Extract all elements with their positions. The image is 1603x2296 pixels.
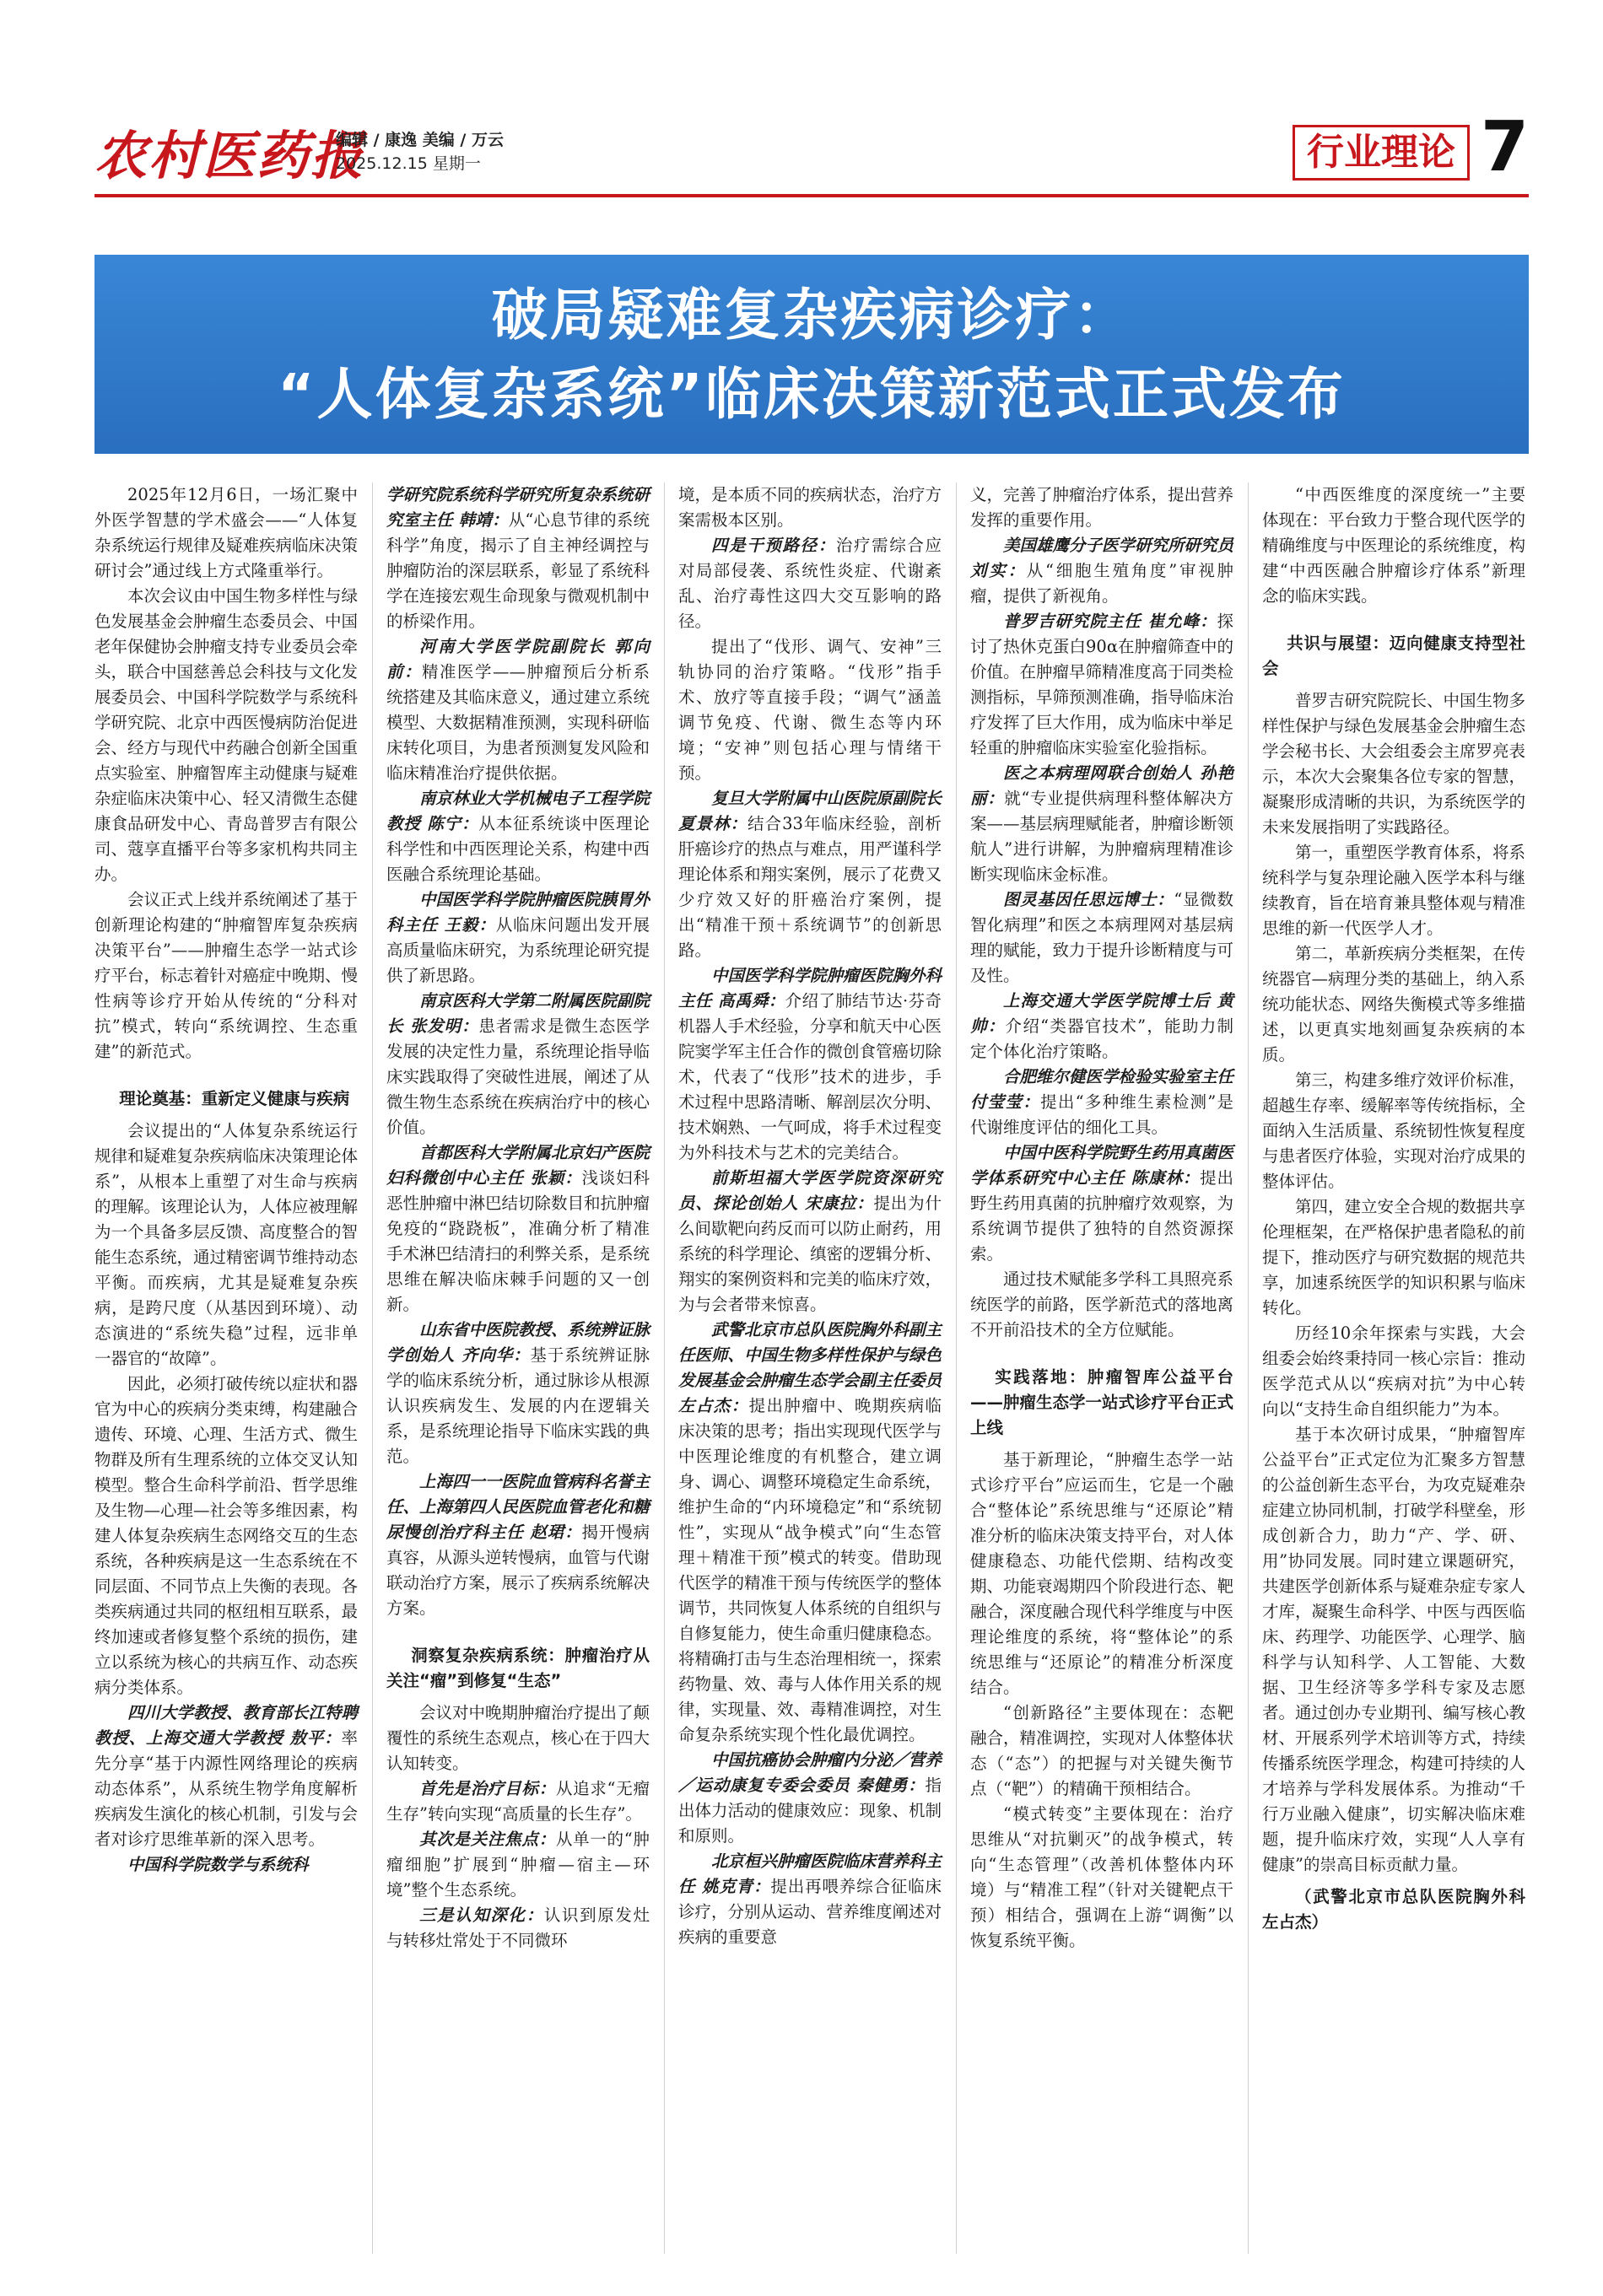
speaker-name: 四川大学教授、教育部长江特聘教授、上海交通大学教授 敖平：	[94, 1703, 359, 1748]
speaker-name: 河南大学医学院副院长 郭向前：	[386, 637, 650, 682]
speaker-text: 提出再喂养综合征临床诊疗，分别从运动、营养维度阐述对疾病的重要意	[678, 1877, 942, 1947]
speaker-name: 武警北京市总队医院胸外科副主任医师、中国生物多样性保护与绿色发展基金会肿瘤生态学会副主任委员 左占杰：	[678, 1320, 942, 1415]
paragraph: 2025年12月6日，一场汇聚中外医学智慧的学术盛会——“人体复杂系统运行规律及疑难疾病临床决策研讨会”通过线上方式隆重举行。	[94, 485, 359, 580]
paragraph: 基于新理论，“肿瘤生态学一站式诊疗平台”应运而生，它是一个融合“整体论”系统思维与“还原论”精准分析的临床决策支持平台，对人体健康稳态、功能代偿期、结构改变期、功能衰竭期四个阶段进行态、靶融合，深度融合现代科学维度与中医理论维度的系统，将“整体论”的系统思维与“还原论”的精准分析深度结合。	[970, 1450, 1234, 1697]
speaker-name: 图灵基因任思远博士：	[1003, 890, 1174, 909]
speaker-name: 中国科学院数学与系统科	[127, 1855, 309, 1874]
speaker-text: 精准医学——肿瘤预后分析系统搭建及其临床意义，通过建立系统模型、大数据精准预测，实现科研临床转化项目，为患者预测复发风险和临床精准治疗提供依据。	[386, 662, 650, 783]
issue-date: 2025.12.15 星期一	[336, 154, 481, 173]
speaker-name: 南京林业大学机械电子工程学院教授 陈宁：	[386, 789, 650, 833]
subheading: 洞察复杂疾病系统：肿瘤治疗从关注“瘤”到修复“生态”	[386, 1646, 650, 1690]
paragraph: 第一，重塑医学教育体系，将系统科学与复杂理论融入医学本科与继续教育，旨在培育兼具整体观与精准思维的新一代医学人才。	[1262, 843, 1526, 938]
speaker-text: 提出野生药用真菌的抗肿瘤疗效观察，为系统调节提供了独特的自然资源探索。	[970, 1168, 1234, 1264]
paragraph: “中西医维度的深度统一”主要体现在：平台致力于整合现代医学的精确维度与中医理论的系统维度，构建“中西医融合肿瘤诊疗体系”新理念的临床实践。	[1262, 485, 1526, 606]
headline-line-2: “人体复杂系统”临床决策新范式正式发布	[278, 362, 1346, 427]
speaker-name: 复旦大学附属中山医院原副院长 夏景林：	[678, 789, 942, 833]
speaker-text: 认识到原发灶与转移灶常处于不同微环	[386, 1905, 650, 1950]
paragraph: 通过技术赋能多学科工具照亮系统医学的前路，医学新范式的落地离不开前沿技术的全方位赋能。	[970, 1269, 1234, 1339]
speaker-name: 中国抗癌协会肿瘤内分泌／营养／运动康复专委会委员 秦健勇：	[678, 1750, 942, 1795]
speaker-paragraph	[386, 482, 650, 634]
paragraph: 第二，革新疾病分类框架，在传统器官—病理分类的基础上，纳入系统功能状态、网络失衡模式等多维描述，以更真实地刻画复杂疾病的本质。	[1262, 944, 1526, 1064]
speaker-paragraph	[970, 989, 1233, 1064]
speaker-name: 学研究院系统科学研究所复杂系统研究室主任 韩靖：	[386, 485, 650, 530]
paragraph: “模式转变”主要体现在：治疗思维从“对抗剿灭”的战争模式，转向“生态管理”（改善机体整体内环境）与“精准工程”（针对关键靶点干预）相结合，强调在上游“调衡”以恢复系统平衡。	[970, 1804, 1233, 1950]
speaker-text: 就“专业提供病理科整体解决方案——基层病理赋能者，肿瘤诊断领航人”进行讲解，为肿瘤病理精准诊断实现临床金标准。	[970, 789, 1234, 884]
article-body	[94, 482, 1542, 2254]
paragraph: 会议正式上线并系统阐述了基于创新理论构建的“肿瘤智库复杂疾病决策平台”——肿瘤生态学一站式诊疗平台，标志着针对癌症中晚期、慢性病等诊疗开始从传统的“分科对抗”模式，转向“系统调控、生态重建”的新范式。	[94, 890, 359, 1061]
speaker-paragraph	[970, 1140, 1233, 1267]
paragraph: 第三，构建多维疗效评价标准，超越生存率、缓解率等传统指标，全面纳入生活质量、系统韧性恢复程度与患者医疗体验，实现对治疗成果的整体评估。	[1262, 1070, 1526, 1191]
masthead	[94, 107, 1529, 187]
speaker-name: 山东省中医院教授、系统辨证脉学创始人 齐向华：	[386, 1320, 650, 1365]
paragraph: 本次会议由中国生物多样性与绿色发展基金会肿瘤生态委员会、中国老年保健协会肿瘤支持专业委员会牵头，联合中国慈善总会科技与文化发展委员会、中国科学院数学与系统科学研究院、北京中西医慢病防治促进会、经方与现代中药融合创新全国重点实验室、肿瘤智库主动健康与疑难杂症临床决策中心、轻又清微生态健康食品研发中心、青岛普罗吉有限公司、蔻享直播平台等多家机构共同主办。	[94, 586, 359, 884]
speaker-paragraph	[386, 1318, 650, 1469]
speaker-paragraph	[678, 1748, 942, 1849]
speaker-text: 提出肿瘤中、晚期疾病临床决策的思考；指出实现现代医学与中医理论维度的有机整合，建立调身、调心、调整环境稳定生命系统，维护生命的“内环境稳定”和“系统韧性”，实现从“战争模式”向“生态管理＋精准干预”模式的转变。借助现代医学的精准干预与传统医学的整体调节，共同恢复人体系统的自组织与自修复能力，使生命重归健康稳态。将精确打击与生态治理相统一，探索药物量、效、毒与人体作用关系的规律，实现量、效、毒精准调控，对生命复杂系统实现个性化最优调控。	[678, 1396, 942, 1744]
paragraph: 第四，建立安全合规的数据共享伦理框架，在严格保护患者隐私的前提下，推动医疗与研究数据的规范共享，加速系统医学的知识积累与临床转化。	[1262, 1197, 1526, 1318]
column-divider	[664, 482, 665, 2254]
speaker-name: 中国医学科学院肿瘤医院胸外科主任 高禹舜：	[678, 966, 942, 1011]
masthead-rule	[94, 194, 1529, 197]
speaker-paragraph	[386, 634, 650, 786]
speaker-name: 四是干预路径：	[711, 536, 836, 555]
speaker-text: 基于系统辨证脉学的临床系统分析，通过脉诊从根源认识疾病发生、发展的内在逻辑关系，是系统理论指导下临床实践的典范。	[386, 1345, 650, 1466]
speaker-paragraph	[386, 1827, 650, 1903]
speaker-paragraph	[970, 1064, 1233, 1140]
paragraph: 提出了“伐形、调气、安神”三轨协同的治疗策略。“伐形”指手术、放疗等直接手段；“调气”涵盖调节免疫、代谢、微生态等内环境；“安神”则包括心理与情绪干预。	[678, 637, 942, 783]
speaker-text: 从“心息节律的系统科学”角度，揭示了自主神经调控与肿瘤防治的深层联系，彰显了系统科学在连接宏观生命现象与微观机制中的桥梁作用。	[386, 510, 650, 631]
paragraph: 历经10余年探索与实践，大会组委会始终秉持同一核心宗旨：推动医学范式从以“疾病对抗”为中心转向以“支持生命自组织能力”为本。	[1262, 1323, 1526, 1419]
speaker-name: 上海交通大学医学院博士后 黄帅：	[970, 991, 1233, 1036]
speaker-text: 从临床问题出发开展高质量临床研究，为系统理论研究提供了新思路。	[386, 915, 650, 985]
speaker-paragraph	[678, 1318, 942, 1748]
speaker-paragraph	[970, 761, 1233, 887]
column-4	[970, 482, 1233, 2254]
speaker-name: 其次是关注焦点：	[419, 1830, 556, 1849]
speaker-text: 率先分享“基于内源性网络理论的疾病动态体系”，从系统生物学角度解析疾病发生演化的核心机制，引发与会者对诊疗思维革新的深入思考。	[94, 1728, 359, 1849]
speaker-text: 从单一的“肿瘤细胞”扩展到“肿瘤—宿主—环境”整个生态系统。	[386, 1830, 650, 1900]
speaker-name: 首都医科大学附属北京妇产医院妇科微创中心主任 张颖：	[386, 1143, 650, 1188]
speaker-text: 提出“多种维生素检测”是代谢维度评估的细化工具。	[970, 1092, 1233, 1137]
speaker-name: 普罗吉研究院主任 崔允峰：	[1003, 612, 1217, 631]
speaker-paragraph	[386, 989, 650, 1140]
paragraph: “创新路径”主要体现在：态靶融合，精准调控，实现对人体整体状态（“态”）的把握与对关键失衡节点（“靶”）的精确干预相结合。	[970, 1703, 1234, 1798]
speaker-name: 南京医科大学第二附属医院副院长 张发明：	[386, 991, 650, 1036]
speaker-name: 北京桓兴肿瘤医院临床营养科主任 姚克青：	[678, 1851, 942, 1896]
speaker-paragraph	[678, 963, 942, 1166]
speaker-name: 前斯坦福大学医学院资深研究员、探论创始人 宋康拉：	[678, 1168, 942, 1213]
speaker-text: 从本征系统谈中医理论科学性和中西医理论关系，构建中西医融合系统理论基础。	[386, 814, 650, 884]
column-2	[386, 482, 650, 2254]
subheading: 实践落地：肿瘤智库公益平台——肿瘤生态学一站式诊疗平台正式上线	[970, 1367, 1234, 1437]
speaker-paragraph	[678, 1849, 942, 1950]
speaker-name: 上海四一一医院血管病科名誉主任、上海第四人民医院血管老化和糖尿慢创治疗科主任 赵珺：	[386, 1472, 650, 1542]
speaker-text: 从追求“无瘤生存”转向实现“高质量的长生存”。	[386, 1779, 650, 1824]
speaker-text: 浅谈妇科恶性肿瘤中淋巴结切除数目和抗肿瘤免疫的“跷跷板”，准确分析了精准手术淋巴结清扫的利弊关系，是系统思维在解决临床棘手问题的又一创新。	[386, 1168, 650, 1314]
column-3	[678, 482, 942, 2254]
speaker-paragraph	[678, 786, 942, 963]
headline-line-1: 破局疑难复杂疾病诊疗：	[491, 283, 1132, 348]
speaker-text: 从“细胞生殖角度”审视肿瘤，提供了新视角。	[970, 561, 1233, 606]
speaker-paragraph	[94, 1700, 358, 1852]
speaker-paragraph	[970, 609, 1233, 761]
speaker-paragraph	[386, 1140, 650, 1318]
speaker-name: 中国医学科学院肿瘤医院胰胃外科主任 王毅：	[386, 890, 650, 935]
speaker-paragraph	[386, 1903, 650, 1954]
paragraph: 会议提出的“人体复杂系统运行规律和疑难复杂疾病临床决策理论体系”，从根本上重塑了对生命与疾病的理解。该理论认为，人体应被理解为一个具备多层反馈、高度整合的智能生态系统，通过精密调节维持动态平衡。而疾病，尤其是疑难复杂疾病，是跨尺度（从基因到环境）、动态演进的“系统失稳”过程，远非单一器官的“故障”。	[94, 1121, 359, 1368]
paragraph: 因此，必须打破传统以症状和器官为中心的疾病分类束缚，构建融合遗传、环境、心理、生活方式、微生物群及所有生理系统的立体交叉认知模型。整合生命科学前沿、哲学思维及生物—心理—社会等多维因素，构建人体复杂疾病生态网络交互的生态系统，各种疾病是这一生态系统在不同层面、不同节点上失衡的表现。各类疾病通过共同的枢纽相互联系，最终加速或者修复整个系统的损伤，建立以系统为核心的共病互作、动态疾病分类体系。	[94, 1374, 359, 1697]
page-number: 7	[1480, 107, 1529, 187]
subheading: 理论奠基：重新定义健康与疾病	[119, 1089, 350, 1108]
issue-meta	[336, 128, 504, 175]
speaker-name: 医之本病理网联合创始人 孙艳丽：	[970, 763, 1233, 808]
column-divider	[956, 482, 957, 2254]
speaker-paragraph	[386, 786, 650, 887]
newspaper-logo: 农村医药报	[94, 125, 365, 186]
speaker-paragraph	[970, 887, 1233, 989]
speaker-text: 指出体力活动的健康效应：现象、机制和原则。	[678, 1776, 942, 1846]
author-byline: （武警北京市总队医院胸外科 左占杰）	[1262, 1887, 1542, 1932]
speaker-text: 治疗需综合应对局部侵袭、系统性炎症、代谢紊乱、治疗毒性这四大交互影响的路径。	[678, 536, 942, 631]
headline-banner	[94, 255, 1529, 454]
paragraph: 义，完善了肿瘤治疗体系，提出营养发挥的重要作用。	[970, 485, 1234, 530]
speaker-name: 首先是治疗目标：	[419, 1779, 556, 1798]
paragraph: 会议对中晚期肿瘤治疗提出了颠覆性的系统生态观点，核心在于四大认知转变。	[386, 1703, 650, 1773]
speaker-text: 介绍了肺结节达·芬奇机器人手术经验，分享和航天中心医院窦学军主任合作的微创食管癌切除术，代表了“伐形”技术的进步，手术过程中思路清晰、解剖层次分明、技术娴熟、一气呵成，将手术过程变为外科技术与艺术的完美结合。	[678, 991, 942, 1162]
speaker-text: 患者需求是微生态医学发展的决定性力量，系统理论指导临床实践取得了突破性进展，阐述了从微生物生态系统在疾病治疗中的核心价值。	[386, 1016, 650, 1137]
speaker-paragraph	[678, 533, 942, 634]
speaker-text: 揭开慢病真容，从源头逆转慢病，血管与代谢联动治疗方案，展示了疾病系统解决方案。	[386, 1523, 650, 1618]
speaker-name: 合肥维尔健医学检验实验室主任 付莹莹：	[970, 1067, 1234, 1112]
speaker-text: 提出为什么间歇靶向药反而可以防止耐药，用系统的科学理论、缜密的逻辑分析、翔实的案例资料和完美的临床疗效，为与会者带来惊喜。	[678, 1194, 942, 1314]
subheading: 共识与展望：迈向健康支持型社会	[1262, 633, 1525, 678]
speaker-text: “显微数智化病理”和医之本病理网对基层病理的赋能，致力于提升诊断精度与可及性。	[970, 890, 1234, 985]
editors-line: 编辑 / 康逸 美编 / 万云	[336, 131, 504, 149]
section-label: 行业理论	[1293, 125, 1470, 181]
speaker-paragraph	[386, 887, 650, 989]
speaker-name: 中国中医科学院野生药用真菌医学体系研究中心主任 陈康林：	[970, 1143, 1234, 1188]
column-divider	[372, 482, 373, 2254]
paragraph: 普罗吉研究院院长、中国生物多样性保护与绿色发展基金会肿瘤生态学会秘书长、大会组委会主席罗亮表示，本次大会聚集各位专家的智慧，凝聚形成清晰的共识，为系统医学的未来发展指明了实践路径。	[1262, 691, 1526, 837]
column-5	[1262, 482, 1542, 2254]
speaker-text: 探讨了热休克蛋白90α在肿瘤筛查中的价值。在肿瘤早筛精准度高于同类检测指标，早筛预测准确，指导临床治疗发挥了巨大作用，成为临床中举足轻重的肿瘤临床实验室化验指标。	[970, 612, 1234, 757]
speaker-name: 三是认知深化：	[419, 1905, 544, 1925]
speaker-paragraph	[94, 1852, 358, 1878]
speaker-paragraph	[678, 1166, 942, 1318]
speaker-name: 美国雄鹰分子医学研究所研究员 刘实：	[970, 536, 1234, 580]
speaker-paragraph	[386, 1469, 650, 1621]
column-1	[94, 482, 358, 2254]
column-divider	[1248, 482, 1249, 2254]
speaker-text: 介绍“类器官技术”，能助力制定个体化治疗策略。	[970, 1016, 1233, 1061]
speaker-paragraph	[970, 533, 1233, 609]
speaker-text: 结合33年临床经验，剖析肝癌诊疗的热点与难点，用严谨科学理论体系和翔实案例，展示了花费又少疗效又好的肝癌治疗案例，提出“精准干预＋系统调节”的创新思路。	[678, 814, 942, 960]
paragraph: 基于本次研讨成果，“肿瘤智库公益平台”正式定位为汇聚多方智慧的公益创新生态平台，为攻克疑难杂症建立协同机制，打破学科壁垒，形成创新合力，助力“产、学、研、用”协同发展。同时建立课题研究，共建医学创新体系与疑难杂症专家人才库，凝聚生命科学、中医与西医临床、药理学、功能医学、心理学、脑科学与认知科学、人工智能、大数据、卫生经济等多学科专家及志愿者。通过创办专业期刊、编写核心教材、开展系列学术培训等方式，持续传播系统医学理念，构建可持续的人才培养与学科发展体系。为推动“千行万业融入健康”，切实解决临床难题，提升临床疗效，实现“人人享有健康”的崇高目标贡献力量。	[1262, 1425, 1526, 1874]
speaker-paragraph	[386, 1776, 650, 1827]
paragraph: 境，是本质不同的疾病状态，治疗方案需极本区别。	[678, 485, 942, 530]
